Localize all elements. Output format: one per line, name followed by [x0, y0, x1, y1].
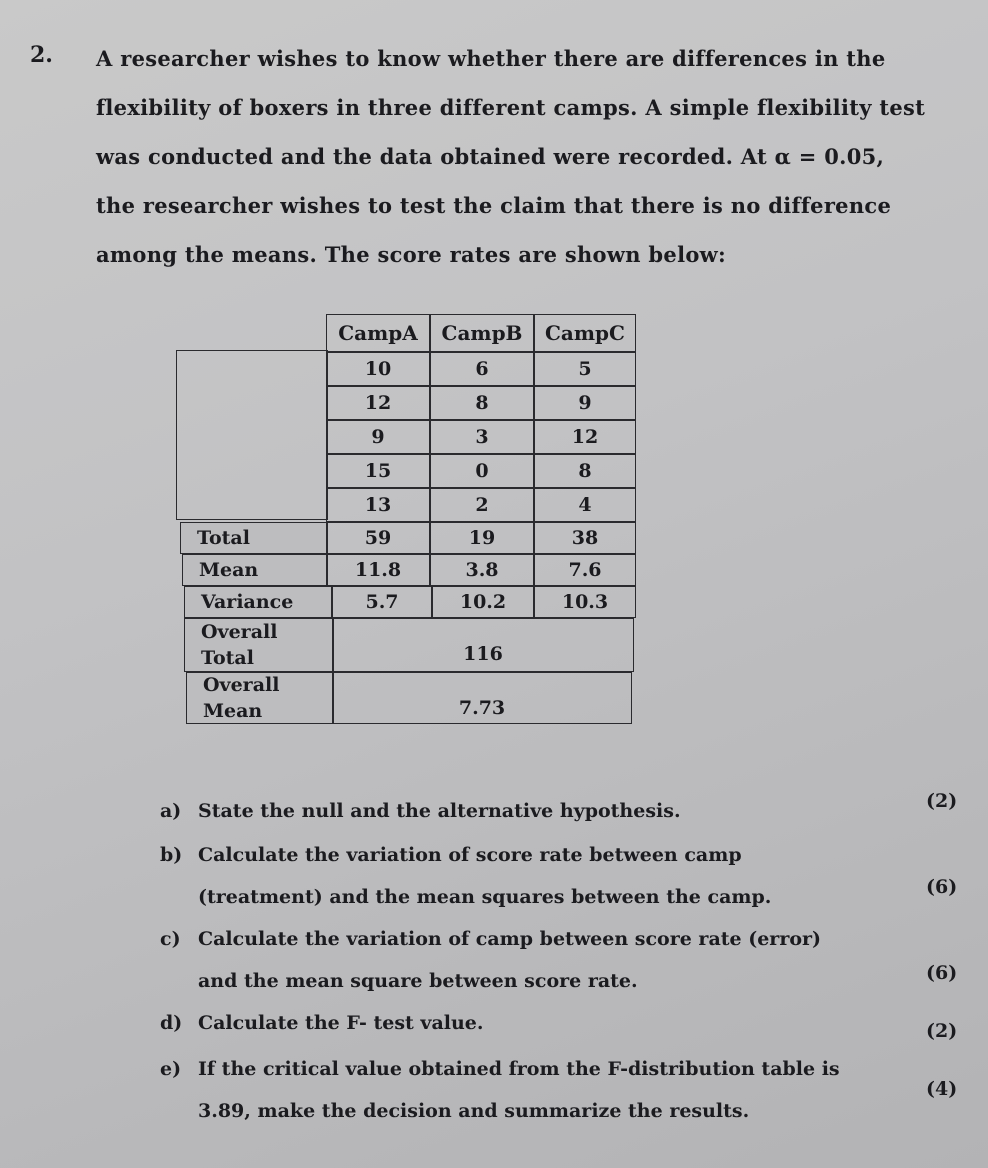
marks-e: (4) — [926, 1078, 958, 1100]
variance-value: 10.3 — [534, 586, 636, 618]
variance-value: 10.2 — [432, 586, 534, 618]
part-e — [160, 1058, 840, 1122]
header-camp-c: CampC — [534, 314, 636, 352]
mean-value: 3.8 — [430, 554, 534, 586]
table-cell: 8 — [534, 454, 636, 488]
row-label-overall-mean — [186, 672, 334, 724]
part-letter: b) — [160, 844, 183, 866]
table-cell: 9 — [326, 420, 430, 454]
question-number: 2. — [30, 42, 53, 68]
table-cell: 3 — [430, 420, 534, 454]
row-label-overall-total — [184, 618, 334, 672]
mean-value: 11.8 — [326, 554, 430, 586]
table-cell: 10 — [326, 352, 430, 386]
part-text: State the null and the alternative hypothesis. — [198, 800, 681, 822]
row-label-total: Total — [180, 522, 328, 554]
overall-mean-label-line: Overall — [203, 674, 280, 696]
part-a — [160, 800, 681, 822]
table-cell: 15 — [326, 454, 430, 488]
question-intro — [96, 34, 926, 279]
intro-line: flexibility of boxers in three different camps. A simple flexibility test — [96, 95, 926, 120]
table-cell: 5 — [534, 352, 636, 386]
overall-mean-value: 7.73 — [332, 672, 632, 724]
table-cell: 0 — [430, 454, 534, 488]
table-cell: 13 — [326, 488, 430, 522]
header-camp-a: CampA — [326, 314, 430, 352]
row-label-variance: Variance — [184, 586, 332, 618]
table-cell: 8 — [430, 386, 534, 420]
intro-line: the researcher wishes to test the claim that there is no difference — [96, 193, 892, 218]
part-letter: e) — [160, 1058, 182, 1080]
row-label-mean: Mean — [182, 554, 328, 586]
marks-d: (2) — [926, 1020, 958, 1042]
overall-total-label-line: Overall — [201, 621, 278, 643]
table-cell: 12 — [326, 386, 430, 420]
total-value: 19 — [430, 522, 534, 554]
header-camp-b: CampB — [430, 314, 534, 352]
part-text: Calculate the variation of camp between score rate (error) — [198, 928, 822, 950]
part-text: Calculate the variation of score rate between camp — [198, 844, 742, 866]
part-text: Calculate the F- test value. — [198, 1012, 484, 1034]
total-value: 59 — [326, 522, 430, 554]
marks-c: (6) — [926, 962, 958, 984]
part-letter: a) — [160, 800, 182, 822]
variance-value: 5.7 — [332, 586, 432, 618]
part-b — [160, 844, 772, 908]
marks-b: (6) — [926, 876, 958, 898]
part-text: (treatment) and the mean squares between the camp. — [198, 886, 772, 908]
part-text: and the mean square between score rate. — [198, 970, 638, 992]
marks-a: (2) — [926, 790, 958, 812]
intro-line: was conducted and the data obtained were recorded. At α = 0.05, — [96, 144, 885, 169]
part-letter: c) — [160, 928, 181, 950]
part-c — [160, 928, 822, 992]
table-cell: 9 — [534, 386, 636, 420]
table-cell: 4 — [534, 488, 636, 522]
overall-total-value: 116 — [332, 618, 634, 672]
intro-line: among the means. The score rates are shown below: — [96, 242, 727, 267]
intro-line: A researcher wishes to know whether there are differences in the — [96, 46, 886, 71]
overall-total-label-line: Total — [201, 647, 254, 669]
part-d — [160, 1012, 484, 1034]
score-table — [176, 314, 636, 724]
overall-mean-label-line: Mean — [203, 700, 263, 722]
table-cell: 2 — [430, 488, 534, 522]
total-value: 38 — [534, 522, 636, 554]
table-cell: 12 — [534, 420, 636, 454]
blank-corner — [176, 350, 328, 520]
part-text: 3.89, make the decision and summarize the results. — [198, 1100, 750, 1122]
part-text: If the critical value obtained from the F-distribution table is — [198, 1058, 840, 1080]
table-cell: 6 — [430, 352, 534, 386]
part-letter: d) — [160, 1012, 183, 1034]
mean-value: 7.6 — [534, 554, 636, 586]
